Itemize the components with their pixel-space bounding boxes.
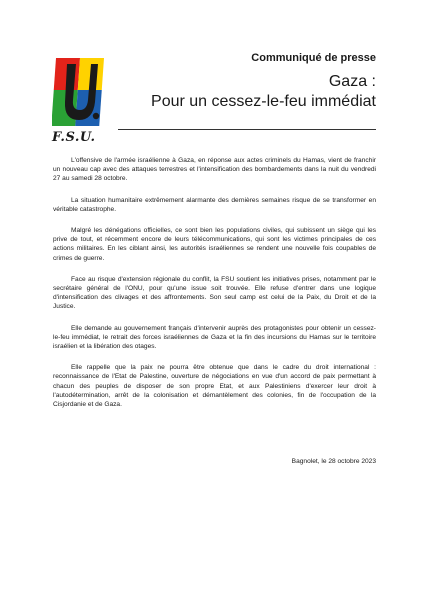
press-release-body bbox=[53, 156, 376, 421]
body-paragraph: Face au risque d'extension régionale du conflit, la FSU soutient les initiatives prises, notamment par le secrétaire général de l'ONU, pour qu'une issue soit trouvée. Elle refuse d'entrer dans une logique d'intensification des clivages et des affrontements. Son seul camp est celui de la Paix, du Droit et de la Justice. bbox=[53, 275, 376, 311]
body-paragraph: L'offensive de l'armée israélienne à Gaza, en réponse aux actes criminels du Hamas, vient de franchir un nouveau cap avec des attaques terrestres et l'intensification des bombardements dans la nuit du vendredi 27 au samedi 28 octobre. bbox=[53, 157, 376, 183]
document-title-line-2: Pour un cessez-le-feu immédiat bbox=[151, 93, 376, 110]
header-divider bbox=[118, 129, 376, 130]
fsu-logo bbox=[52, 58, 104, 148]
body-paragraph: La situation humanitaire extrêmement alarmante des dernières semaines risque de se transformer en véritable catastrophe. bbox=[53, 196, 376, 213]
document-title-line-1: Gaza : bbox=[328, 73, 376, 90]
fsu-logo-mark bbox=[52, 58, 104, 128]
body-paragraph: Malgré les dénégations officielles, ce sont bien les populations civiles, qui subissent un siège qui les prive de tout, et récemment encore de leurs télécommunications, qui sont les victimes principales de ces actions militaires. En les ciblant ainsi, les autorités israéliennes se rendent une nouvelle fois coupables de crimes de guerre. bbox=[53, 227, 376, 262]
fsu-logo-text: F.S.U. bbox=[52, 130, 96, 145]
body-paragraph: Elle demande au gouvernement français d'intervenir auprès des protagonistes pour obtenir un cessez-le-feu immédiat, le retrait des forces israéliennes de Gaza et la fin des incursions du Hamas sur le territoire israélien et la libération des otages. bbox=[53, 324, 376, 351]
body-paragraph: Elle rappelle que la paix ne pourra être obtenue que dans le cadre du droit international : reconnaissance de l'Etat de Palestine, ouverture de négociations en vue d'un accord de paix permettant à chacun des peuples de disposer de son propre Etat, et aux Palestiniens d'exercer leur droit à l'autodétermination, arrêt de la colonisation et démantèlement des colonies, fin de l'occupation de la Cisjordanie et de Gaza. bbox=[53, 364, 376, 409]
place-date-signature: Bagnolet, le 28 octobre 2023 bbox=[291, 458, 376, 465]
document-type-label: Communiqué de presse bbox=[251, 52, 376, 64]
